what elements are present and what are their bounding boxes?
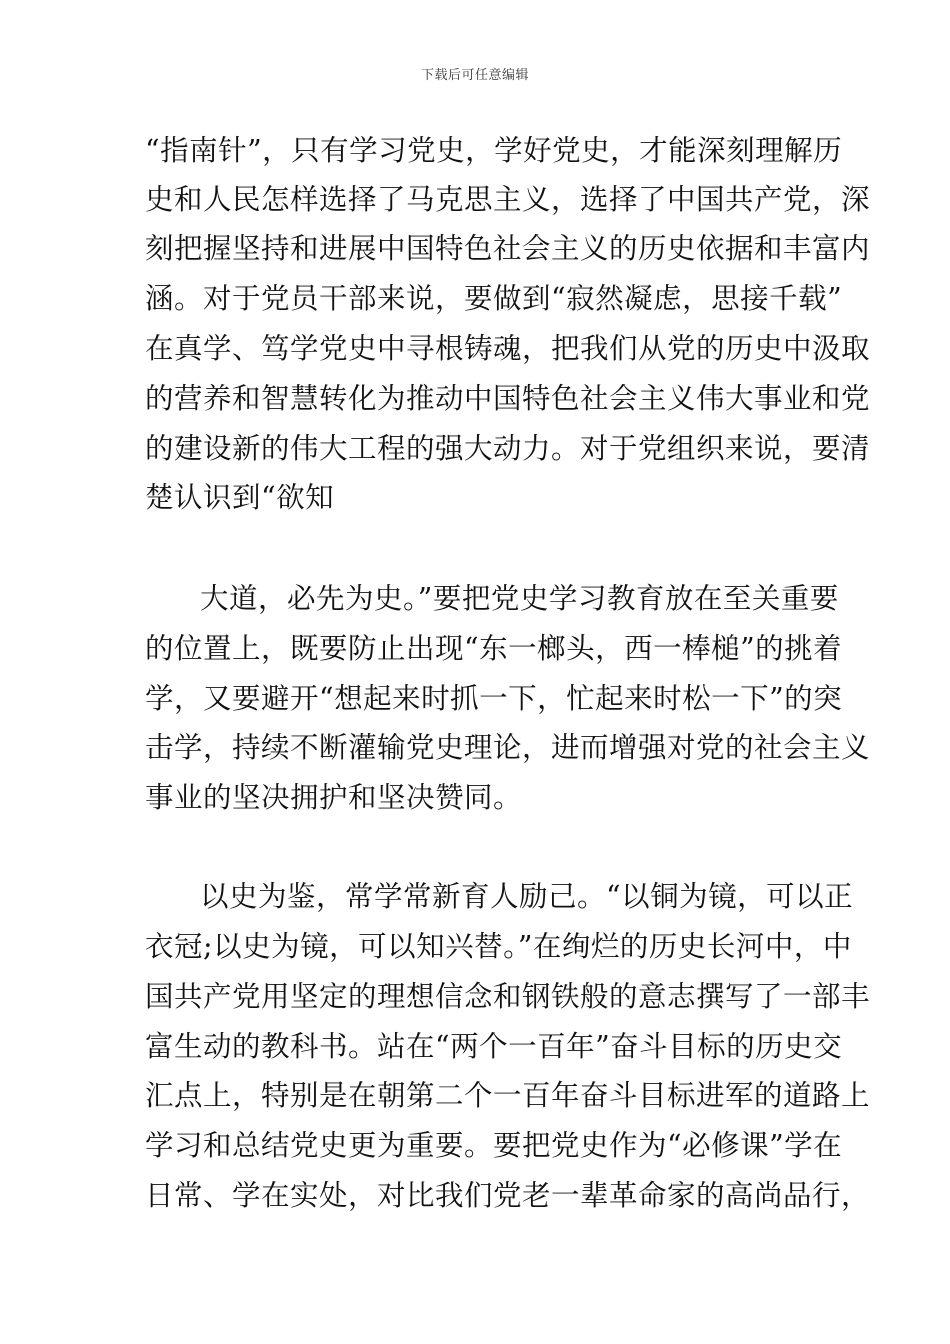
text-line: 汇点上，特别是在朝第二个一百年奋斗目标进军的道路上: [145, 1079, 871, 1112]
text-line: 事业的坚决拥护和坚决赞同。: [145, 781, 523, 814]
text-line: 衣冠;以史为镜，可以知兴替。”在绚烂的历史长河中，中: [145, 930, 852, 963]
text-line: 在真学、笃学党史中寻根铸魂，把我们从党的历史中汲取: [145, 332, 871, 365]
text-line: 大道，必先为史。”要把党史学习教育放在至关重要: [200, 582, 839, 615]
text-line: 以史为鉴，常学常新育人励己。“以铜为镜，可以正: [200, 880, 854, 913]
text-line: 史和人民怎样选择了马克思主义，选择了中国共产党，深: [145, 183, 871, 216]
text-line: 日常、学在实处，对比我们党老一辈革命家的高尚品行，: [145, 1179, 871, 1212]
page-header: 下载后可任意编辑: [420, 68, 529, 83]
text-line: “指南针”，只有学习党史，学好党史，才能深刻理解历: [145, 134, 843, 167]
text-line: 刻把握坚持和进展中国特色社会主义的历史依据和丰富内: [145, 232, 871, 265]
text-line: 击学，持续不断灌输党史理论，进而增强对党的社会主义: [145, 731, 871, 764]
text-line: 学习和总结党史更为重要。要把党史作为“必修课”学在: [145, 1129, 843, 1162]
text-line: 富生动的教科书。站在“两个一百年”奋斗目标的历史交: [145, 1030, 843, 1063]
text-line: 楚认识到“欲知: [145, 481, 335, 514]
text-line: 的营养和智慧转化为推动中国特色社会主义伟大事业和党: [145, 382, 871, 415]
text-line: 国共产党用坚定的理想信念和钢铁般的意志撰写了一部丰: [145, 980, 871, 1013]
text-line: 的位置上，既要防止出现“东一榔头，西一棒槌”的挑着: [145, 632, 843, 665]
text-line: 学，又要避开“想起来时抓一下，忙起来时松一下”的突: [145, 682, 843, 715]
text-line: 的建设新的伟大工程的强大动力。对于党组织来说，要清: [145, 432, 871, 465]
text-line: 涵。对于党员干部来说，要做到“寂然凝虑，思接千载”: [145, 282, 843, 315]
